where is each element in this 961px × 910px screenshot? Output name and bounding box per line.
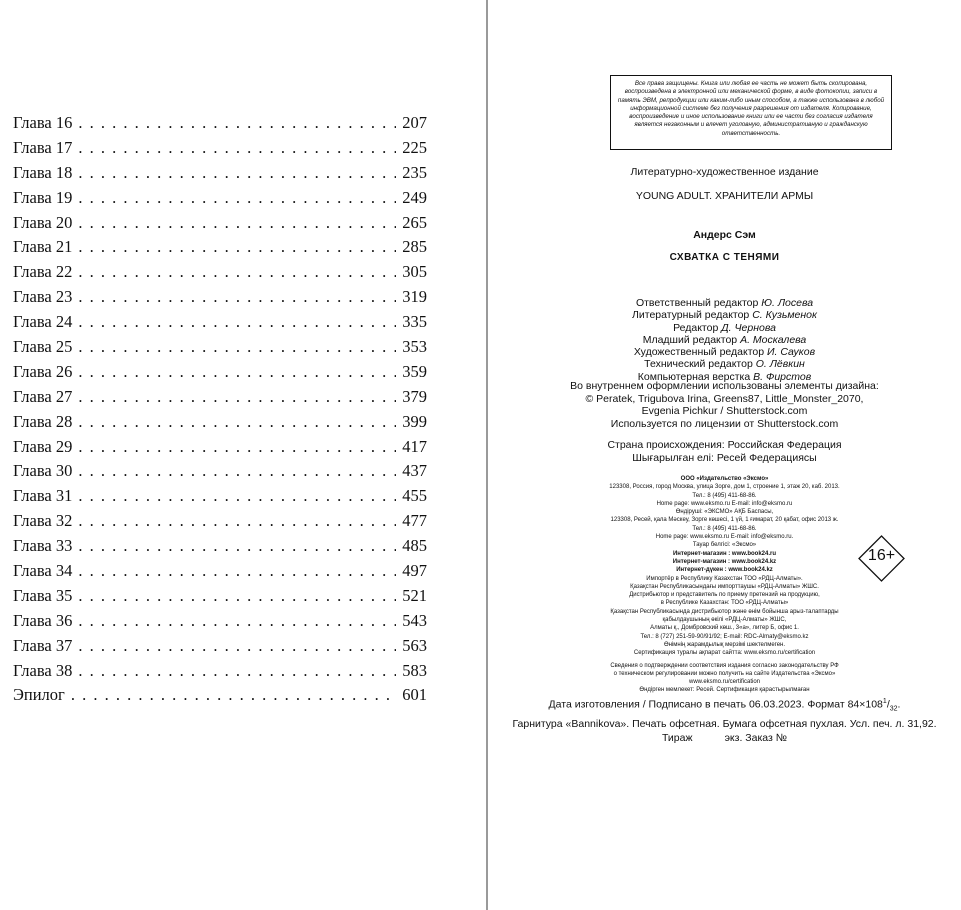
toc-leader-dots xyxy=(78,311,396,333)
toc-entry-title: Глава 28 xyxy=(13,411,73,431)
toc-entry-title: Глава 33 xyxy=(13,536,73,556)
toc-entry xyxy=(13,261,427,286)
credit-role: Редактор xyxy=(673,321,719,334)
toc-entry-title: Глава 26 xyxy=(13,361,73,381)
toc-entry-title: Глава 16 xyxy=(13,113,73,132)
toc-entry-page: 437 xyxy=(402,461,427,481)
print-info xyxy=(488,695,961,745)
toc-entry-page: 477 xyxy=(402,511,427,531)
credit-role: Технический редактор xyxy=(644,358,753,371)
toc-entry xyxy=(13,460,427,485)
publisher-line: Тел.: 8 (495) 411-68-86. xyxy=(692,492,757,499)
toc-entry xyxy=(13,336,427,361)
copyright-notice: Все права защищены. Книга или любая ее часть не может быть скопирована, воспроизведена в электронной или механической форме, в виде фотокопии, записи в память ЭВМ, репродукции или каким-либо иным способом, а также использована в любой информационной системе без получения разрешения от издателя. Копирование, воспроизведение и иное использование книги или ее части без согласия издателя является незаконным и влечет уголовную, административную и гражданскую ответственность. xyxy=(610,75,892,150)
toc-entry-title: Глава 37 xyxy=(13,635,73,655)
toc-entry-title: Глава 19 xyxy=(13,187,73,207)
toc-entry-title: Глава 23 xyxy=(13,287,73,307)
publisher-line: Интернет-магазин : www.book24.ru xyxy=(672,550,777,557)
print-info-line-3: Тираж экз. Заказ № xyxy=(661,731,788,744)
toc-leader-dots xyxy=(78,460,396,482)
toc-leader-dots xyxy=(78,386,396,408)
country-of-origin xyxy=(488,439,961,464)
toc-leader-dots xyxy=(71,684,396,706)
toc-entry-page: 225 xyxy=(402,137,427,157)
toc-entry xyxy=(13,411,427,436)
toc-entry-page: 543 xyxy=(402,610,427,630)
credit-line xyxy=(488,334,961,346)
author-name: Андерс Сэм xyxy=(693,229,756,241)
toc-leader-dots xyxy=(78,162,396,184)
publisher-info xyxy=(488,475,961,695)
publisher-line: ООО «Издательство «Эксмо» xyxy=(680,476,769,482)
toc-entry-page: 521 xyxy=(402,585,427,605)
toc-entry xyxy=(13,510,427,535)
publisher-line: о техническом регулировании можно получить на сайте Издательства «Эксмо» xyxy=(613,670,836,677)
toc-entry xyxy=(13,361,427,386)
credit-line xyxy=(488,346,961,358)
table-of-contents xyxy=(13,112,427,709)
toc-leader-dots xyxy=(78,187,396,209)
toc-entry xyxy=(13,684,427,709)
toc-leader-dots xyxy=(78,635,396,657)
print-info-line-2: Гарнитура «Bannikova». Печать офсетная. Бумага офсетная пухлая. Усл. печ. л. 31,92. xyxy=(512,717,937,730)
design-credits xyxy=(488,380,961,430)
credit-line xyxy=(488,297,961,309)
toc-entry-page: 353 xyxy=(402,337,427,357)
toc-entry xyxy=(13,311,427,336)
toc-entry-page: 563 xyxy=(402,635,427,655)
toc-entry xyxy=(13,286,427,311)
toc-entry xyxy=(13,660,427,685)
credit-role: Литературный редактор xyxy=(632,309,750,322)
toc-entry-page: 359 xyxy=(402,361,427,381)
publisher-line: Сведения о подтверждении соответствия издания согласно законодательству РФ xyxy=(610,662,839,669)
toc-leader-dots xyxy=(78,660,396,682)
toc-leader-dots xyxy=(78,261,396,283)
credit-name: В. Фирстов xyxy=(753,370,812,383)
toc-entry-page: 379 xyxy=(402,386,427,406)
toc-entry-title: Глава 38 xyxy=(13,660,73,680)
credit-role: Младший редактор xyxy=(642,333,738,346)
credit-name: С. Кузьменок xyxy=(752,309,817,322)
publisher-line: Интернет-дүкен : www.book24.kz xyxy=(676,567,773,574)
toc-entry xyxy=(13,436,427,461)
toc-entry-title: Глава 17 xyxy=(13,137,73,157)
toc-entry-page: 455 xyxy=(402,486,427,506)
toc-entry-title: Глава 29 xyxy=(13,436,73,456)
credit-role: Компьютерная верстка xyxy=(637,370,751,383)
toc-leader-dots xyxy=(78,137,396,159)
toc-entry-title: Глава 35 xyxy=(13,585,73,605)
toc-entry-page: 417 xyxy=(402,436,427,456)
toc-entry-page: 601 xyxy=(402,685,427,705)
credit-name: Ю. Лосева xyxy=(761,297,814,309)
publisher-line: Алматы қ., Домбровский көш., 3«а», литер Б, офис 1. xyxy=(650,625,799,632)
toc-entry-title: Глава 24 xyxy=(13,312,73,332)
toc-entry xyxy=(13,187,427,212)
design-credits-line: Во внутреннем оформлении использованы элементы дизайна: xyxy=(570,380,879,392)
series-name: YOUNG ADULT. ХРАНИТЕЛИ АРМЫ xyxy=(635,190,814,202)
toc-entry-title: Глава 36 xyxy=(13,610,73,630)
toc-entry xyxy=(13,162,427,187)
toc-leader-dots xyxy=(78,510,396,532)
right-page xyxy=(488,0,961,910)
toc-leader-dots xyxy=(78,485,396,507)
toc-entry-page: 583 xyxy=(402,660,427,680)
origin-line: Шығарылған елі: Ресей Федерациясы xyxy=(632,451,817,464)
publisher-line: Сертификация туралы ақпарат сайтта: www.eksmo.ru/certification xyxy=(633,650,816,657)
format-end: . xyxy=(897,698,901,711)
toc-leader-dots xyxy=(78,212,396,234)
format-denominator: 32 xyxy=(889,705,898,713)
toc-entry-title: Глава 34 xyxy=(13,561,73,581)
toc-entry xyxy=(13,236,427,261)
publisher-line: Home page: www.eksmo.ru E-mail: info@eksmo.ru xyxy=(656,500,793,507)
publisher-line: Өндірген мемлекет: Ресей. Сертификация қарастырылмаған xyxy=(639,687,810,694)
editorial-credits xyxy=(488,297,961,383)
toc-entry-page: 399 xyxy=(402,411,427,431)
toc-entry-page: 319 xyxy=(402,287,427,307)
print-info-line-1 xyxy=(488,695,961,717)
credit-line xyxy=(488,309,961,321)
design-credits-line: © Peratek, Trigubova Irina, Greens87, Little_Monster_2070, xyxy=(585,392,864,405)
toc-entry-page: 235 xyxy=(402,162,427,182)
publisher-line: Тел.: 8 (495) 411-68-86. xyxy=(692,525,757,532)
publisher-line: в Республике Казахстан: ТОО «РДЦ-Алматы» xyxy=(660,600,789,607)
credit-role: Ответственный редактор xyxy=(635,297,759,309)
toc-entry-title: Глава 31 xyxy=(13,486,73,506)
publisher-line: Дистрибьютор и представитель по приему претензий на продукцию, xyxy=(629,592,820,599)
toc-leader-dots xyxy=(78,236,396,258)
toc-entry xyxy=(13,610,427,635)
credit-name: О. Лёвкин xyxy=(755,358,805,371)
toc-entry-page: 335 xyxy=(402,312,427,332)
toc-leader-dots xyxy=(78,286,396,308)
format-slash: / xyxy=(886,698,890,711)
credit-name: А. Москалева xyxy=(740,333,807,346)
credit-line xyxy=(488,358,961,370)
toc-entry-title: Глава 27 xyxy=(13,386,73,406)
toc-entry-page: 485 xyxy=(402,536,427,556)
design-credits-line: Evgenia Pichkur / Shutterstock.com xyxy=(641,405,808,417)
credit-name: Д. Чернова xyxy=(721,321,776,334)
edition-type: Литературно-художественное издание xyxy=(630,166,819,178)
toc-entry-page: 265 xyxy=(402,212,427,232)
toc-leader-dots xyxy=(78,585,396,607)
toc-entry-title: Глава 22 xyxy=(13,262,73,282)
design-credits-line: Используется по лицензии от Shutterstock.com xyxy=(610,417,839,430)
publisher-line: 123308, Ресей, қала Мәскеу, Зорге көшесі, 1 үй, 1 ғимарат, 20 қабат, офис 2013 ж. xyxy=(610,517,839,524)
toc-leader-dots xyxy=(78,361,396,383)
toc-entry-title: Глава 32 xyxy=(13,511,73,531)
toc-entry-title: Глава 18 xyxy=(13,162,73,182)
toc-entry xyxy=(13,212,427,237)
publisher-line: Қазақстан Республикасында дистрибьютор және өнім бойынша арыз-талаптарды xyxy=(610,608,839,615)
toc-leader-dots xyxy=(78,610,396,632)
toc-entry-page: 249 xyxy=(402,187,427,207)
toc-entry xyxy=(13,137,427,162)
toc-entry xyxy=(13,535,427,560)
publisher-line: Тел.: 8 (727) 251-59-90/91/92; E-mail: RDC-Almaty@eksmo.kz xyxy=(640,633,809,640)
toc-entry xyxy=(13,386,427,411)
format-numerator: 1 xyxy=(882,698,887,705)
toc-entry-title: Глава 25 xyxy=(13,337,73,357)
toc-entry-title: Глава 30 xyxy=(13,461,73,481)
toc-entry xyxy=(13,585,427,610)
toc-entry-page: 285 xyxy=(402,237,427,257)
toc-leader-dots xyxy=(78,112,396,134)
toc-leader-dots xyxy=(78,436,396,458)
toc-entry-page: 207 xyxy=(402,113,427,132)
credit-line xyxy=(488,322,961,334)
toc-leader-dots xyxy=(78,560,396,582)
toc-leader-dots xyxy=(78,411,396,433)
toc-entry-title: Глава 20 xyxy=(13,212,73,232)
toc-entry-title: Глава 21 xyxy=(13,237,73,257)
publisher-line: Қазақстан Республикасындағы импорттаушы «РДЦ-Алматы» ЖШС. xyxy=(630,583,819,590)
toc-entry xyxy=(13,560,427,585)
toc-entry-page: 305 xyxy=(402,262,427,282)
toc-entry xyxy=(13,112,427,137)
publisher-line: Импортёр в Республику Казахстан ТОО «РДЦ-Алматы». xyxy=(646,575,803,582)
credit-role: Художественный редактор xyxy=(633,346,765,359)
toc-entry-page: 497 xyxy=(402,561,427,581)
publisher-line: Home page: www.eksmo.ru E-mail: info@eksmo.ru. xyxy=(655,534,794,541)
print-date-format: Дата изготовления / Подписано в печать 06.03.2023. Формат 84×108 xyxy=(548,698,883,711)
toc-entry xyxy=(13,485,427,510)
book-title: СХВАТКА С ТЕНЯМИ xyxy=(669,252,780,263)
publisher-line: Интернет-магазин : www.book24.kz xyxy=(672,558,777,565)
credit-name: И. Сауков xyxy=(767,346,816,359)
publisher-line: Тауар белгісі: «Эксмо» xyxy=(692,542,757,549)
publisher-line: Өндіруші: «ЭКСМО» АҚБ Баспасы, xyxy=(675,509,774,516)
publisher-line: Өнімнің жарамдылық мерзімі шектелмеген. xyxy=(663,641,786,648)
publisher-line: қабылдаушының өкілі «РДЦ-Алматы» ЖШС, xyxy=(662,617,787,624)
toc-leader-dots xyxy=(78,535,396,557)
age-rating-text: 16+ xyxy=(867,547,896,564)
toc-leader-dots xyxy=(78,336,396,358)
origin-line: Страна происхождения: Российская Федерация xyxy=(607,439,842,451)
age-rating-badge xyxy=(858,535,905,582)
toc-entry xyxy=(13,635,427,660)
toc-entry-title: Эпилог xyxy=(13,685,65,705)
publisher-line: www.eksmo.ru/certification xyxy=(688,679,761,686)
publisher-line: 123308, Россия, город Москва, улица Зорге, дом 1, строение 1, этаж 20, каб. 2013. xyxy=(609,484,840,491)
